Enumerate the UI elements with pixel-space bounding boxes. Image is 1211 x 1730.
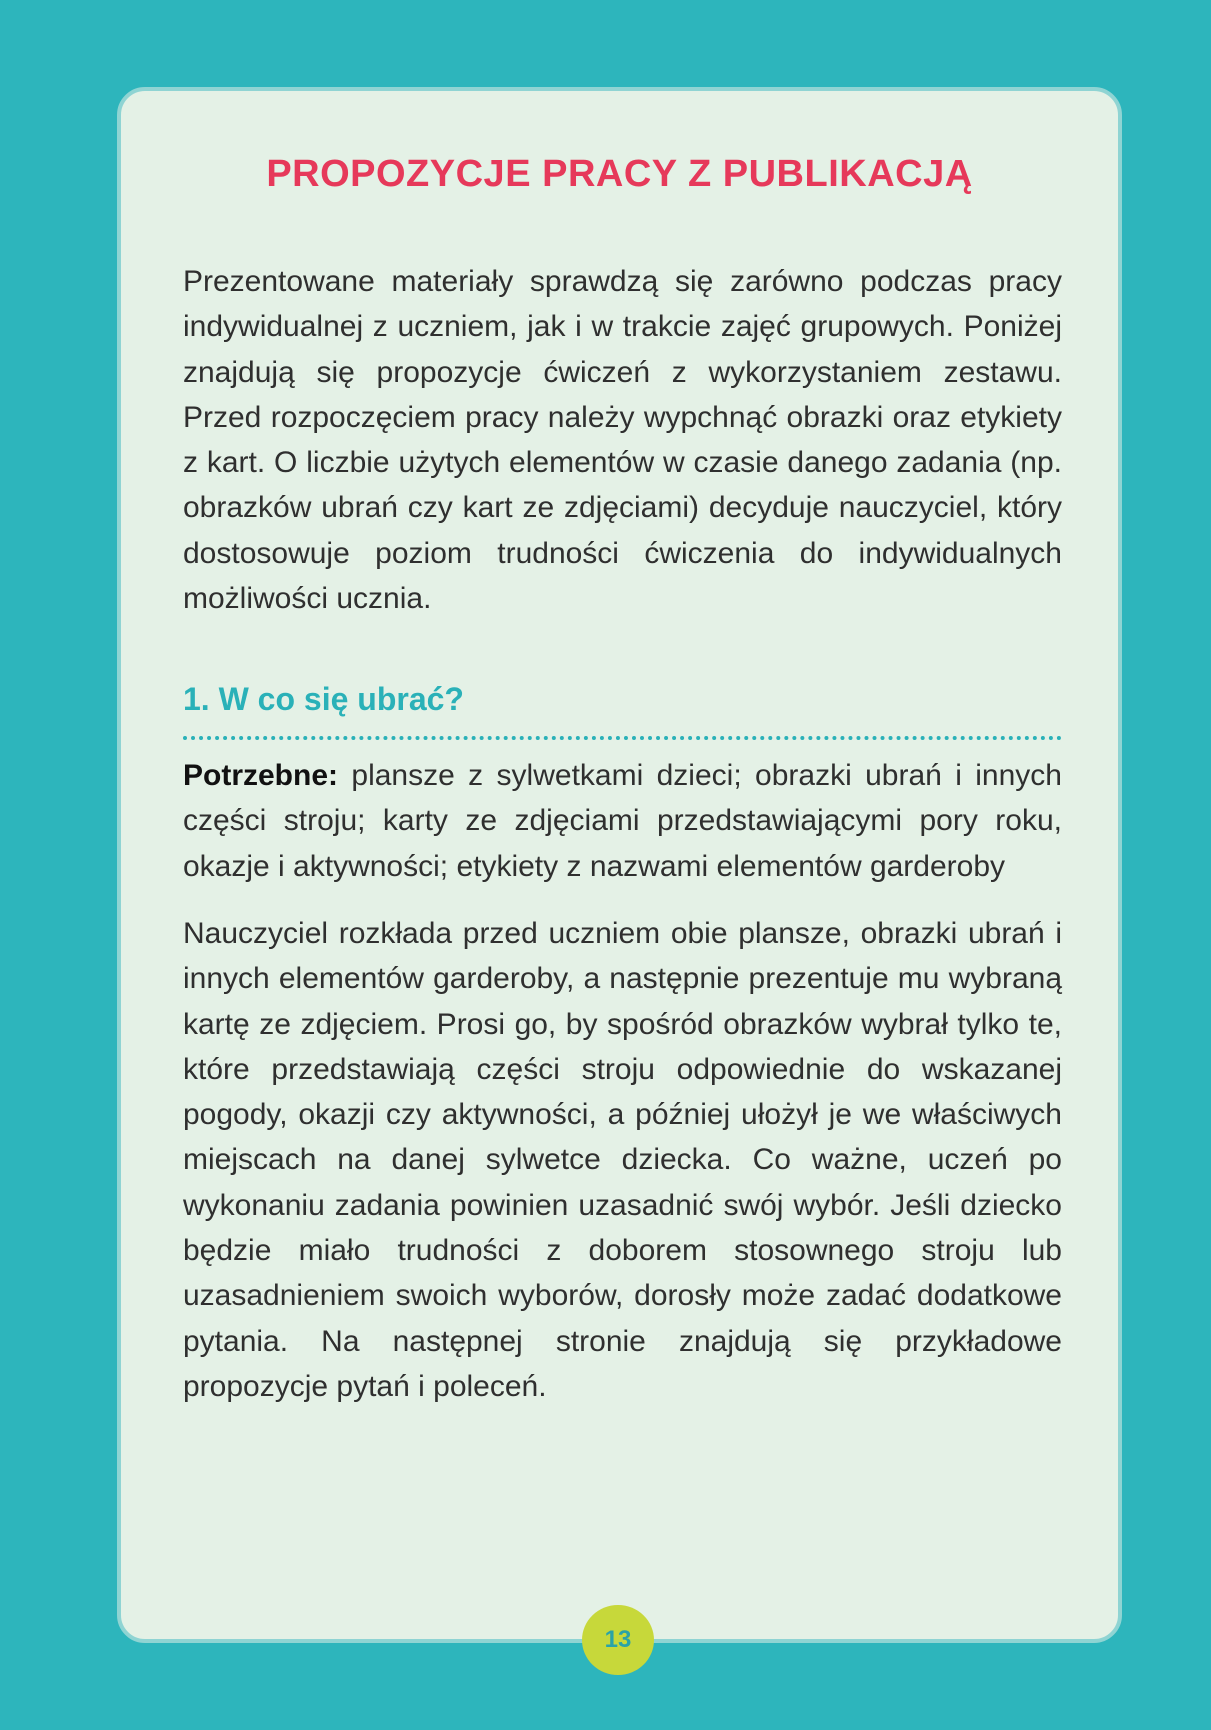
intro-paragraph: Prezentowane materiały sprawdzą się zarówno podczas pracy indywidualnej z uczniem, jak i w trakcie zajęć grupowych. Poniżej znajdują się propozycje ćwiczeń z wykorzystaniem zestawu. Przed rozpoczęciem pracy należy wypchnąć obrazki oraz etykiety z kart. O liczbie użytych elementów w czasie danego zadania (np. obrazków ubrań czy kart ze zdjęciami) decyduje nauczyciel, który dostosowuje poziom trudności ćwiczenia do indywidualnych możliwości ucznia.	[183, 265, 1062, 616]
needs-paragraph	[183, 753, 1062, 889]
page-title: PROPOZYCJE PRACY Z PUBLIKACJĄ	[266, 153, 973, 195]
needs-label: Potrzebne:	[183, 759, 339, 792]
section-heading: 1. W co się ubrać?	[183, 681, 464, 717]
content-card	[117, 87, 1122, 1643]
dotted-divider	[183, 736, 1062, 740]
page-number-badge	[582, 1605, 654, 1675]
needs-text: plansze z sylwetkami dzieci; obrazki ubrań i innych części stroju; karty ze zdjęciami przedstawiającymi pory roku, okazje i aktywności; etykiety z nazwami elementów garderoby	[183, 759, 1062, 883]
page-number: 13	[604, 1626, 632, 1653]
exercise-description: Nauczyciel rozkłada przed uczniem obie plansze, obrazki ubrań i innych elementów garderoby, a następnie prezentuje mu wybraną kartę ze zdjęciem. Prosi go, by spośród obrazków wybrał tylko te, które przedstawiają części stroju odpowiednie do wskazanej pogody, okazji czy aktywności, a później ułożył je we właściwych miejscach na danej sylwetce dziecka. Co ważne, uczeń po wykonaniu zadania powinien uzasadnić swój wybór. Jeśli dziecko będzie miało trudności z doborem stosownego stroju lub uzasadnieniem swoich wyborów, dorosły może zadać dodatkowe pytania. Na następnej stronie znajdują się przykładowe propozycje pytań i poleceń.	[183, 917, 1062, 1403]
